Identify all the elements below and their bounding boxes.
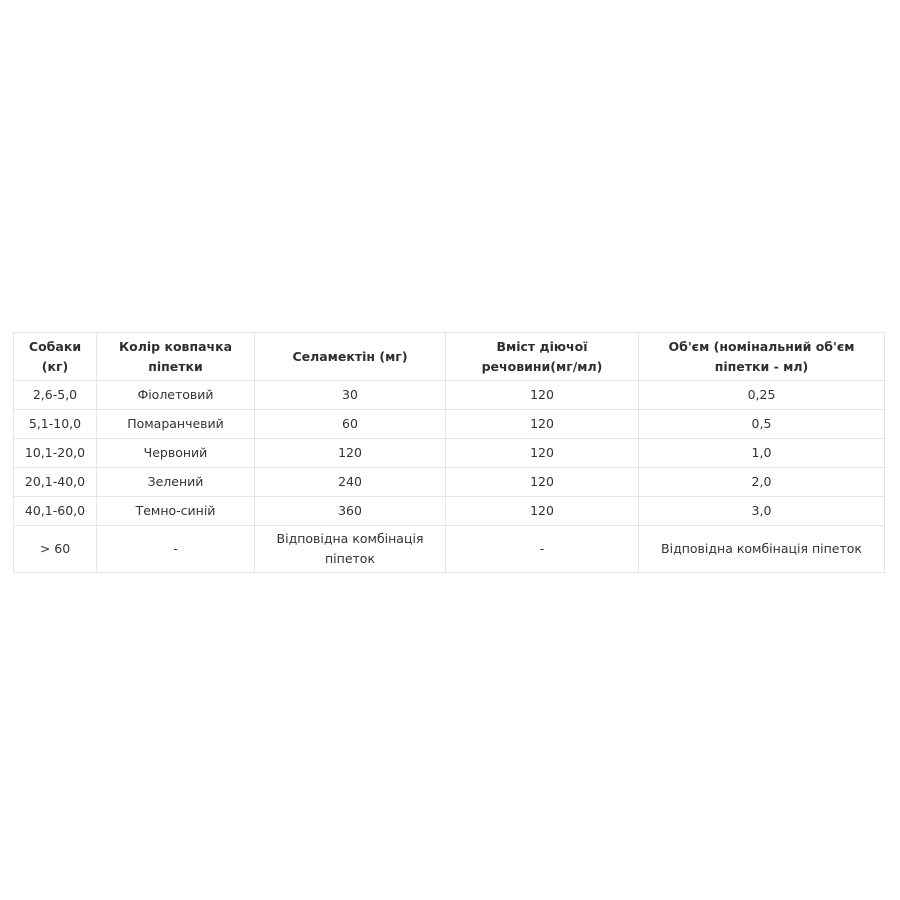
table-cell: Відповідна комбінація піпеток xyxy=(639,526,885,573)
table-cell: - xyxy=(97,526,255,573)
table-cell: Відповідна комбінація піпеток xyxy=(255,526,446,573)
table-cell: 30 xyxy=(255,381,446,410)
table-cell: 0,25 xyxy=(639,381,885,410)
table-cell: > 60 xyxy=(14,526,97,573)
table-cell: 120 xyxy=(446,381,639,410)
table-cell: - xyxy=(446,526,639,573)
table-row xyxy=(14,468,885,497)
table-row xyxy=(14,439,885,468)
table-header-row xyxy=(14,333,885,381)
table-cell: 20,1-40,0 xyxy=(14,468,97,497)
header-selamectin: Селамектін (мг) xyxy=(255,333,446,381)
header-volume: Об'єм (номінальний об'єм піпетки - мл) xyxy=(639,333,885,381)
table-cell: 240 xyxy=(255,468,446,497)
table-cell: Зелений xyxy=(97,468,255,497)
table-cell: Фіолетовий xyxy=(97,381,255,410)
table-cell: 0,5 xyxy=(639,410,885,439)
table-cell: 120 xyxy=(446,497,639,526)
table-cell: 3,0 xyxy=(639,497,885,526)
table-row xyxy=(14,381,885,410)
table-cell: 5,1-10,0 xyxy=(14,410,97,439)
table-cell: 10,1-20,0 xyxy=(14,439,97,468)
table-cell: Червоний xyxy=(97,439,255,468)
table-cell: 60 xyxy=(255,410,446,439)
table-cell: 1,0 xyxy=(639,439,885,468)
header-concentration: Вміст діючої речовини(мг/мл) xyxy=(446,333,639,381)
table-cell: 40,1-60,0 xyxy=(14,497,97,526)
dosage-table xyxy=(13,332,885,573)
table-cell: 120 xyxy=(255,439,446,468)
table-cell: 120 xyxy=(446,468,639,497)
table-cell: Помаранчевий xyxy=(97,410,255,439)
table-row xyxy=(14,526,885,573)
table-cell: 2,6-5,0 xyxy=(14,381,97,410)
dosage-table-container xyxy=(13,332,884,573)
header-dogs-weight: Собаки (кг) xyxy=(14,333,97,381)
table-row xyxy=(14,497,885,526)
table-cell: Темно-синій xyxy=(97,497,255,526)
table-cell: 360 xyxy=(255,497,446,526)
table-cell: 120 xyxy=(446,410,639,439)
table-cell: 120 xyxy=(446,439,639,468)
table-row xyxy=(14,410,885,439)
table-cell: 2,0 xyxy=(639,468,885,497)
header-cap-color: Колір ковпачка піпетки xyxy=(97,333,255,381)
